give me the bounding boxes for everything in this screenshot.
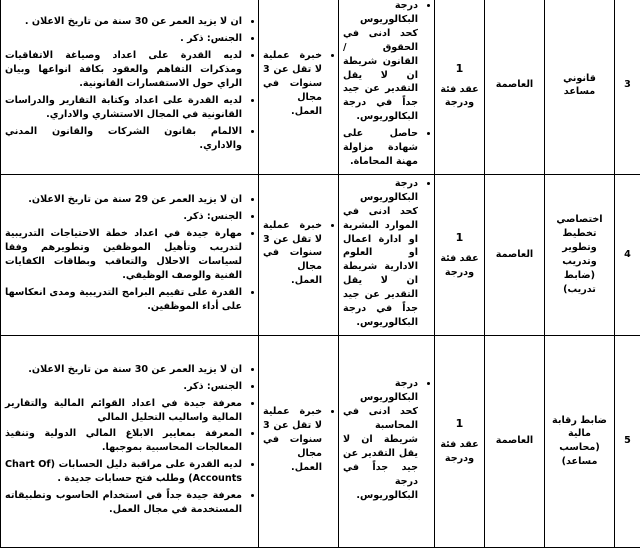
table-row bbox=[1, 174, 640, 335]
experience-list bbox=[263, 405, 334, 475]
qualification-list bbox=[343, 377, 430, 502]
qualification-item: • درجة البكالوريوس كحد ادنى في المحاسبة شريطة ان لا يقل التقدير عن جيد جداً في درجة البكالوريوس. bbox=[343, 377, 418, 502]
condition-item: • المعرفة بمعايير الابلاغ المالي الدولية وتنفيذ المعالجات المحاسبية بموجبها. bbox=[5, 427, 242, 455]
experience-list bbox=[263, 49, 334, 119]
row-number: 3 bbox=[615, 0, 640, 174]
job-title: ضابط رقابة مالية (محاسب مساعد) bbox=[545, 335, 615, 547]
vacancy-count: 1 bbox=[439, 61, 480, 77]
job-location: العاصمة bbox=[485, 335, 545, 547]
experience-item: • خبرة عملية لا تقل عن 3 سنوات في مجال العمل. bbox=[263, 49, 322, 119]
contract-grade: عقد فئة ودرجة bbox=[440, 84, 478, 109]
table-body bbox=[1, 0, 640, 547]
vacancy-count-cell bbox=[435, 335, 485, 547]
conditions-list bbox=[5, 363, 254, 517]
job-title: اختصاصي تخطيط وتطوير وتدريب (ضابط تدريب) bbox=[545, 174, 615, 335]
qualification-cell bbox=[339, 0, 435, 174]
experience-cell bbox=[259, 0, 339, 174]
conditions-cell bbox=[1, 0, 259, 174]
condition-item: • لديه القدرة على اعداد وكتابة التقارير والدراسات القانونية في المجال الاستشاري والاداري. bbox=[5, 94, 242, 122]
qualification-item: • درجة البكالوريوس كحد ادنى في الحقوق / القانون شريطة ان لا يقل التقدير عن جيد جداً في درجة البكالوريوس. bbox=[343, 0, 418, 124]
condition-item: • الجنس: ذكر. bbox=[5, 380, 242, 394]
condition-item: • ان لا يزيد العمر عن 30 سنة من تاريخ الاعلان . bbox=[5, 15, 242, 29]
qualification-list bbox=[343, 0, 430, 169]
experience-cell bbox=[259, 335, 339, 547]
experience-cell bbox=[259, 174, 339, 335]
qualification-item: • درجة البكالوريوس كحد ادنى في الموارد البشرية او ادارة اعمال او العلوم الادارية شريطة ان لا يقل التقدير عن جيد جداً في درجة البكالوريوس. bbox=[343, 177, 418, 330]
condition-item: • ان لا يزيد العمر عن 30 سنة من تاريخ الاعلان. bbox=[5, 363, 242, 377]
job-location: العاصمة bbox=[485, 174, 545, 335]
conditions-cell bbox=[1, 174, 259, 335]
row-number: 4 bbox=[615, 174, 640, 335]
table-row bbox=[1, 335, 640, 547]
table-row bbox=[1, 0, 640, 174]
experience-list bbox=[263, 219, 334, 289]
experience-item: • خبرة عملية لا تقل عن 3 سنوات في مجال العمل. bbox=[263, 219, 322, 289]
conditions-cell bbox=[1, 335, 259, 547]
contract-grade: عقد فئة ودرجة bbox=[440, 253, 478, 278]
vacancy-count: 1 bbox=[439, 416, 480, 432]
condition-item: • معرفة جيدة في اعداد القوائم المالية والتقارير المالية واساليب التحليل المالي bbox=[5, 397, 242, 425]
condition-item: • الجنس: ذكر . bbox=[5, 32, 242, 46]
conditions-list bbox=[5, 15, 254, 152]
experience-item: • خبرة عملية لا تقل عن 3 سنوات في مجال العمل. bbox=[263, 405, 322, 475]
conditions-list bbox=[5, 193, 254, 313]
job-title: قانوني مساعد bbox=[545, 0, 615, 174]
qualification-cell bbox=[339, 335, 435, 547]
condition-item: • القدرة على تقييم البرامج التدريبية ومدى انعكاسها على أداء الموظفين. bbox=[5, 286, 242, 314]
qualification-cell bbox=[339, 174, 435, 335]
condition-item: • مهارة جيدة في اعداد خطة الاحتياجات التدريبية لتدريب وتأهيل الموظفين وتطويرهم وفقا لسياسات الاحلال والتعاقب وبطاقات الكفايات الفنية والوصف الوظيفي. bbox=[5, 227, 242, 283]
qualification-item: • حاصل على شهادة مزاولة مهنة المحاماة. bbox=[343, 127, 418, 169]
vacancy-count-cell bbox=[435, 0, 485, 174]
condition-item: • ان لا يزيد العمر عن 29 سنة من تاريخ الاعلان. bbox=[5, 193, 242, 207]
row-number: 5 bbox=[615, 335, 640, 547]
job-location: العاصمة bbox=[485, 0, 545, 174]
condition-item: • لديه القدرة على اعداد وصياغة الاتفاقيات ومذكرات التفاهم والعقود بكافة انواعها وبيان الراي حول الاستفسارات القانونية. bbox=[5, 49, 242, 91]
condition-item: • الجنس: ذكر. bbox=[5, 210, 242, 224]
contract-grade: عقد فئة ودرجة bbox=[440, 439, 478, 464]
qualification-list bbox=[343, 177, 430, 330]
condition-item: • الالمام بقانون الشركات والقانون المدني والاداري. bbox=[5, 125, 242, 153]
vacancy-count: 1 bbox=[439, 230, 480, 246]
vacancy-count-cell bbox=[435, 174, 485, 335]
condition-item: • معرفة جيدة جداً في استخدام الحاسوب وتطبيقاته المستخدمة في مجال العمل. bbox=[5, 489, 242, 517]
condition-item: • لديه القدرة على مراقبة دليل الحسابات (Chart Of Accounts) وطلب فتح حسابات جديدة . bbox=[5, 458, 242, 486]
